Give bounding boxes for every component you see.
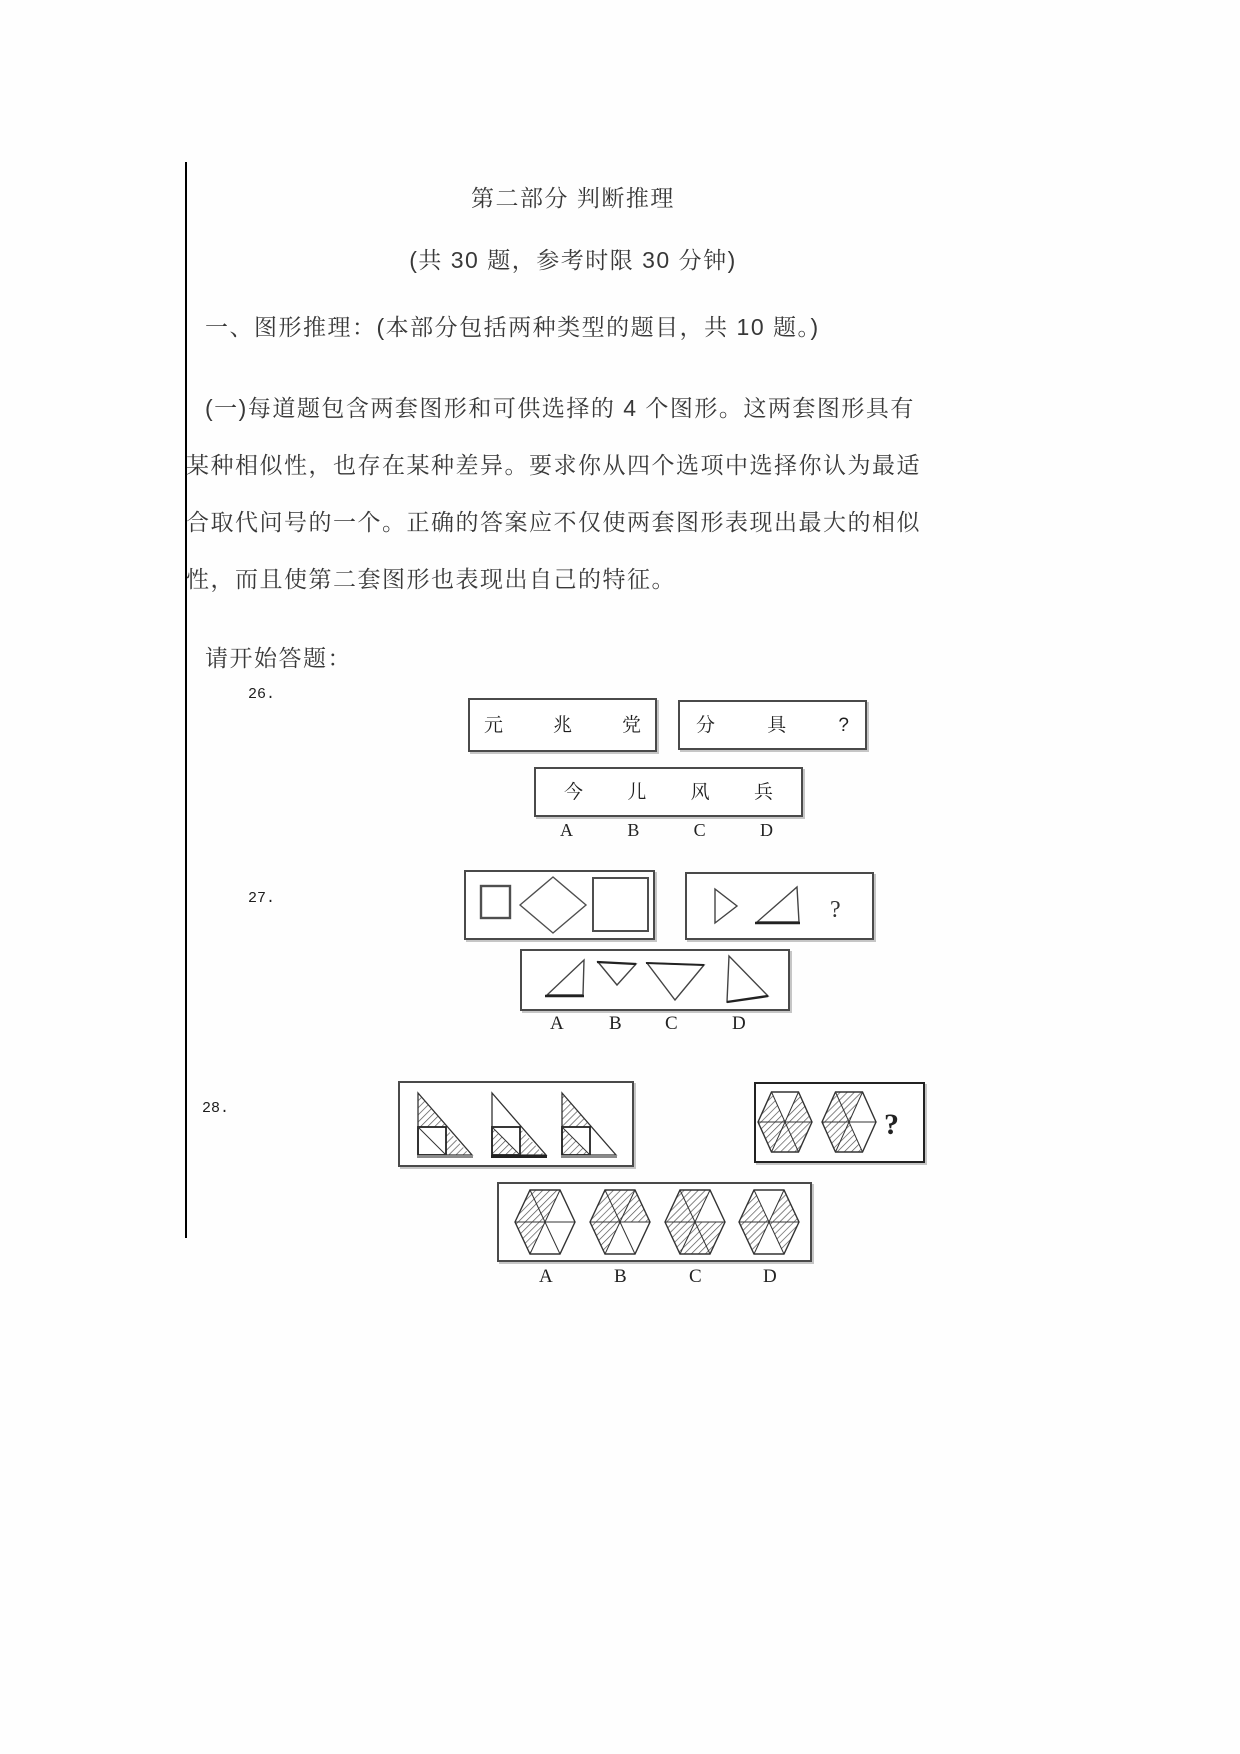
q28-options-box	[497, 1182, 812, 1262]
option-label-c: C	[665, 1013, 678, 1034]
character: 分	[696, 714, 716, 736]
instruction-line-3: 合取代问号的一个。正确的答案应不仅使两套图形表现出最大的相似	[186, 509, 921, 535]
question-mark: ?	[884, 1108, 899, 1141]
q26-figure-set-2	[678, 700, 867, 750]
question-28-number: 28.	[202, 1100, 230, 1117]
question-mark: ?	[838, 714, 849, 736]
triangles-figure	[687, 874, 872, 938]
option-label-b: B	[614, 1266, 627, 1287]
q26-option-labels	[534, 820, 799, 841]
character: 具	[767, 714, 787, 736]
q28-figure-set-1	[398, 1081, 634, 1167]
option-label-d: D	[732, 1013, 746, 1034]
option-triangles	[522, 951, 788, 1009]
q27-figure-set-1	[464, 870, 655, 940]
character: 元	[484, 714, 504, 736]
q27-options-box	[520, 949, 790, 1011]
squares-figure	[466, 872, 653, 938]
option-hexagons	[499, 1184, 810, 1260]
option-label-b: B	[627, 820, 640, 840]
option-label-b: B	[609, 1013, 622, 1034]
option-label-d: D	[763, 1266, 777, 1287]
hatched-hexagons-figure	[756, 1084, 923, 1161]
page-title: 第二部分 判断推理	[471, 185, 675, 211]
question-26-number: 26.	[248, 686, 276, 703]
page-margin-line	[185, 162, 187, 1238]
instruction-line-2: 某种相似性，也存在某种差异。要求你从四个选项中选择你认为最适	[186, 452, 921, 478]
option-character-b: 儿	[627, 781, 647, 803]
q28-option-labels	[497, 1266, 812, 1292]
option-label-a: A	[550, 1013, 564, 1034]
question-27-number: 27.	[248, 890, 276, 907]
q26-figure-set-1	[468, 698, 657, 752]
option-label-a: A	[539, 1266, 553, 1287]
section-heading: 一、图形推理：(本部分包括两种类型的题目，共 10 题。)	[205, 314, 820, 340]
character: 党	[621, 714, 641, 736]
q26-options-box	[534, 767, 803, 817]
start-prompt: 请开始答题：	[205, 645, 352, 671]
option-label-d: D	[759, 820, 773, 840]
page-subtitle: (共 30 题，参考时限 30 分钟)	[409, 247, 737, 273]
option-character-d: 兵	[753, 781, 773, 803]
q28-figure-set-2	[754, 1082, 925, 1163]
option-label-c: C	[693, 820, 706, 840]
hatched-triangles-figure	[400, 1083, 632, 1165]
option-label-a: A	[560, 820, 573, 840]
instruction-line-1: (一)每道题包含两套图形和可供选择的 4 个图形。这两套图形具有	[205, 395, 915, 421]
character: 兆	[552, 714, 572, 736]
question-mark: ?	[830, 897, 841, 923]
q27-option-labels	[520, 1013, 790, 1039]
option-character-c: 风	[690, 781, 710, 803]
option-character-a: 今	[564, 781, 584, 803]
q27-figure-set-2	[685, 872, 874, 940]
instruction-line-4: 性，而且使第二套图形也表现出自己的特征。	[186, 566, 676, 592]
option-label-c: C	[689, 1266, 702, 1287]
